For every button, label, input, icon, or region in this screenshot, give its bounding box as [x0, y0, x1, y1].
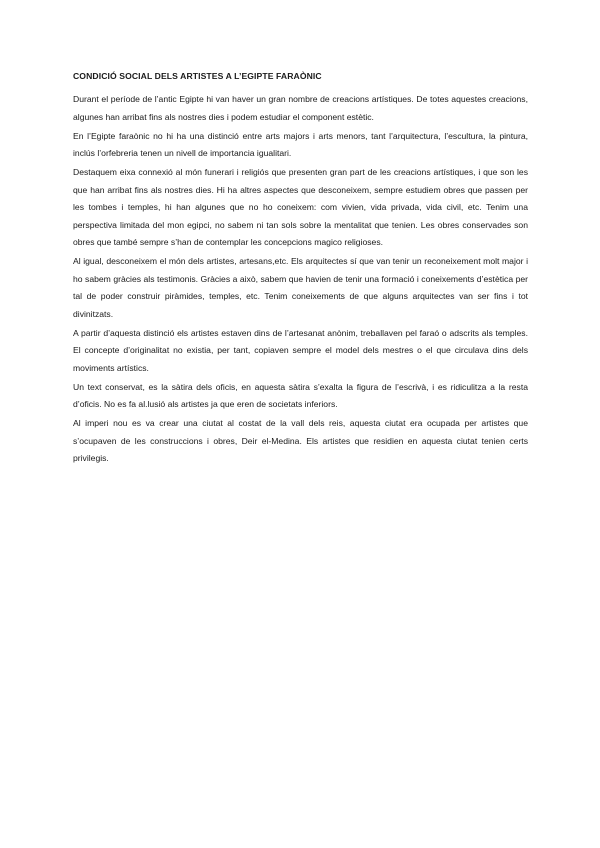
document-page — [73, 70, 528, 469]
paragraph-5: A partir d’aquesta distinció els artistes estaven dins de l’artesanat anònim, treballaven pel faraó o adscrits als temples. El concepte d’originalitat no existia, per tant, copiaven sempre el model dels mestres o el que circulava dins dels moviments artístics. — [73, 327, 528, 373]
paragraph-6: Un text conservat, es la sàtira dels oficis, en aquesta sàtira s’exalta la figura de l’escrivà, i es ridiculitza a la resta d’oficis. No es fa al.lusió als artistes ja que eren de societats inferiors. — [73, 381, 528, 409]
paragraph-4: Al igual, desconeixem el món dels artistes, artesans,etc. Els arquitectes sí que van tenir un reconeixement molt major i ho sabem gràcies als testimonis. Gràcies a això, sabem que havien de tenir una formació i coneixements d’estètica per tal de poder construir piràmides, temples, etc. Tenim coneixements de que alguns arquitectes van ser fins i tot divinitzats. — [73, 256, 528, 319]
paragraph-7: Al imperi nou es va crear una ciutat al costat de la vall dels reis, aquesta ciutat era ocupada per artistes que s’ocupaven de les construccions i obres, Deir el-Medina. Els artistes que residien en aquesta ciutat tenien certs privilegis. — [73, 418, 528, 463]
paragraph-2: En l’Egipte faraònic no hi ha una distinció entre arts majors i arts menors, tant l’arquitectura, l’escultura, la pintura, inclús l’orfebreria tenen un nivell de importancia igualitari. — [73, 130, 528, 158]
paragraph-3: Destaquem eixa connexió al món funerari i religiós que presenten gran part de les creacions artístiques, i que son les que han arribat fins als nostres dies. Hi ha altres aspectes que desconeixem, sempre estudiem obres que passen per les tombes i temples, hi han algunes que no ho coneixem: com vivien, vida privada, vida civil, etc. Tenim una perspectiva limitada del mon egipci, no sabem ni tan sols sobre la mentalitat que tenien. Les obres conservades son obres que també sempre s’han de contemplar les concepcions magico religioses. — [73, 167, 528, 247]
paragraph-1: Durant el període de l’antic Egipte hi van haver un gran nombre de creacions artístiques. De totes aquestes creacions, algunes han arribat fins als nostres dies i podem estudiar el component estètic. — [73, 94, 528, 122]
document-title: CONDICIÓ SOCIAL DELS ARTISTES A L’EGIPTE FARAÒNIC — [73, 71, 322, 81]
